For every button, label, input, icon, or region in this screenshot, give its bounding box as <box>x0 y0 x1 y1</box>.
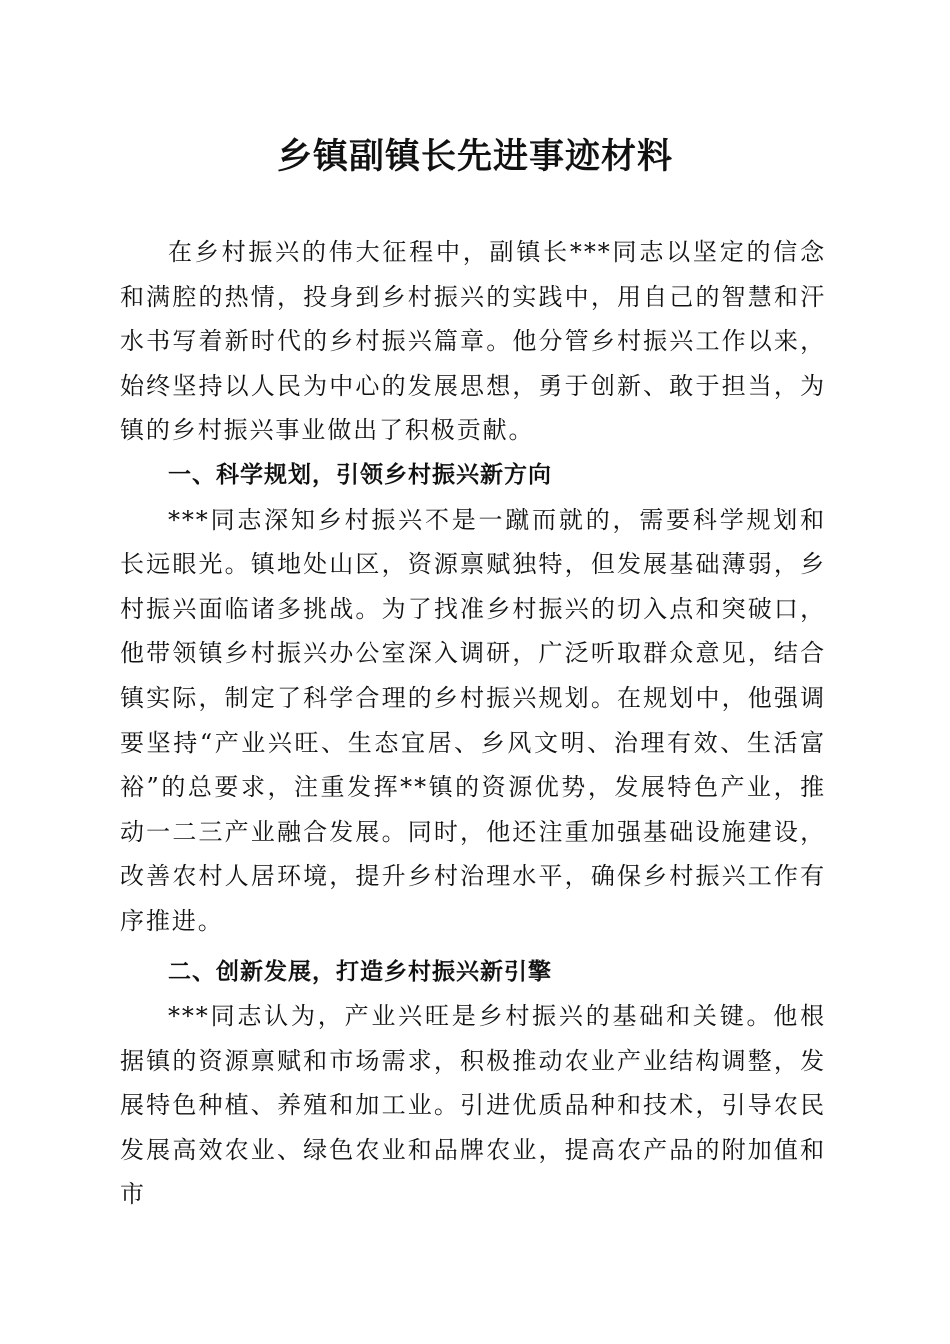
document-title: 乡镇副镇长先进事迹材料 <box>276 136 673 177</box>
intro-paragraph: 在乡村振兴的伟大征程中，副镇长***同志以坚定的信念和满腔的热情，投身到乡村振兴的实践中，用自己的智慧和汗水书写着新时代的乡村振兴篇章。他分管乡村振兴工作以来，始终坚持以人民为中心的发展思想，勇于创新、敢于担当，为镇的乡村振兴事业做出了积极贡献。 <box>120 238 826 445</box>
section-heading-1: 一、科学规划，引领乡村振兴新方向 <box>168 461 552 488</box>
section-heading-2: 二、创新发展，打造乡村振兴新引擎 <box>168 958 552 985</box>
section-1-paragraph: ***同志深知乡村振兴不是一蹴而就的，需要科学规划和长远眼光。镇地处山区，资源禀赋独特，但发展基础薄弱，乡村振兴面临诸多挑战。为了找准乡村振兴的切入点和突破口，他带领镇乡村振兴办公室深入调研，广泛听取群众意见，结合镇实际，制定了科学合理的乡村振兴规划。在规划中，他强调要坚持“产业兴旺、生态宜居、乡风文明、治理有效、生活富裕”的总要求，注重发挥**镇的资源优势，发展特色产业，推动一二三产业融合发展。同时，他还注重加强基础设施建设，改善农村人居环境，提升乡村治理水平，确保乡村振兴工作有序推进。 <box>120 505 826 935</box>
document-body <box>120 230 826 1217</box>
section-2-paragraph: ***同志认为，产业兴旺是乡村振兴的基础和关键。他根据镇的资源禀赋和市场需求，积极推动农业产业结构调整，发展特色种植、养殖和加工业。引进优质品种和技术，引导农民发展高效农业、绿色农业和品牌农业，提高农产品的附加值和市 <box>120 1002 826 1209</box>
